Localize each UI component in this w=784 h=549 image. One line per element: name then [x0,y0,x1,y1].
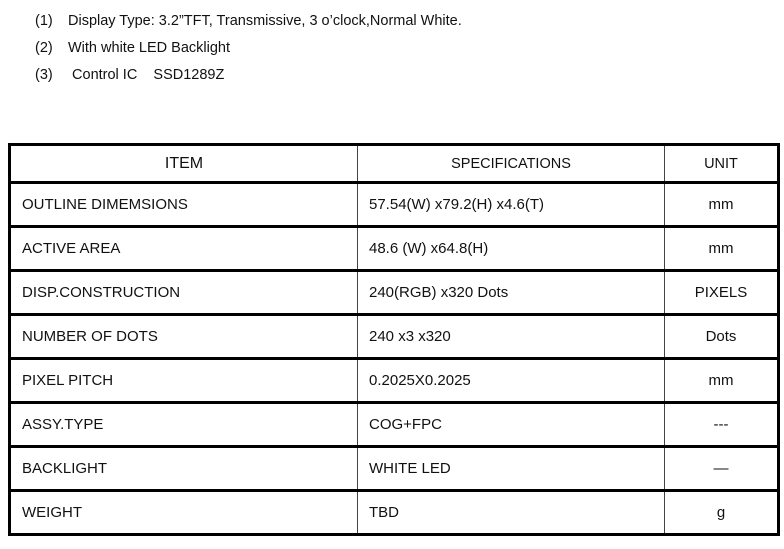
spec-table [8,143,780,536]
note-number: (3) [35,67,53,83]
spec-cell: 0.2025X0.2025 [358,359,665,403]
unit-cell: g [665,491,779,535]
item-cell: ACTIVE AREA [10,227,358,271]
item-cell: OUTLINE DIMEMSIONS [10,183,358,227]
note-text-control-ic: Control IC SSD1289Z [68,67,225,83]
unit-cell: mm [665,227,779,271]
note-text-backlight: With white LED Backlight [68,40,230,56]
item-cell: WEIGHT [10,491,358,535]
spec-cell: 48.6 (W) x64.8(H) [358,227,665,271]
note-line-3 [35,62,462,89]
unit-cell: — [665,447,779,491]
table-row-backlight [10,447,779,491]
note-number: (1) [35,13,53,29]
item-cell: BACKLIGHT [10,447,358,491]
note-line-2 [35,35,462,62]
spec-cell: 240 x3 x320 [358,315,665,359]
item-cell: NUMBER OF DOTS [10,315,358,359]
column-header-unit: UNIT [665,145,779,183]
table-row-weight [10,491,779,535]
column-header-item: ITEM [164,154,204,172]
unit-cell: mm [665,183,779,227]
note-text-display-type: Display Type: 3.2”TFT, Transmissive, 3 o’clock,Normal White. [68,13,462,29]
table-row-number-of-dots [10,315,779,359]
table-row-assy-type [10,403,779,447]
spec-cell: 57.54(W) x79.2(H) x4.6(T) [358,183,665,227]
item-cell: ASSY.TYPE [10,403,358,447]
table-header-row [10,145,779,183]
table-row-disp-construction [10,271,779,315]
unit-cell: Dots [665,315,779,359]
unit-cell: mm [665,359,779,403]
spec-cell: WHITE LED [358,447,665,491]
item-cell: PIXEL PITCH [10,359,358,403]
spec-cell: 240(RGB) x320 Dots [358,271,665,315]
table-row-outline-dimensions [10,183,779,227]
column-header-specifications: SPECIFICATIONS [358,145,665,183]
spec-cell: COG+FPC [358,403,665,447]
notes-list [35,8,462,89]
note-number: (2) [35,40,53,56]
table-row-pixel-pitch [10,359,779,403]
spec-cell: TBD [358,491,665,535]
unit-cell: PIXELS [665,271,779,315]
note-line-1 [35,8,462,35]
table-row-active-area [10,227,779,271]
item-cell: DISP.CONSTRUCTION [10,271,358,315]
unit-cell: --- [665,403,779,447]
